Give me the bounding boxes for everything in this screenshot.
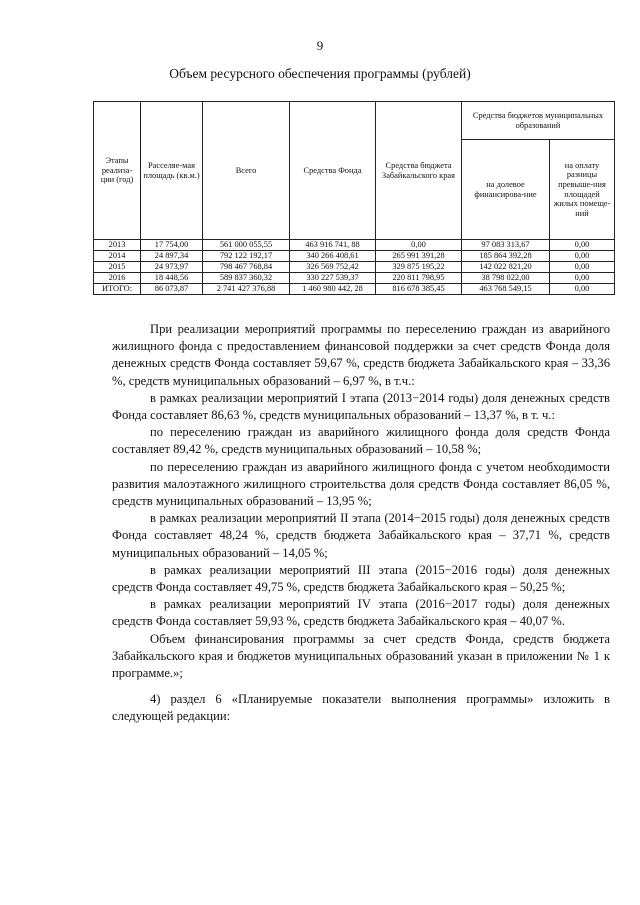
cell-total-label: ИТОГО: — [94, 284, 141, 295]
cell-area: 24 973,97 — [141, 262, 203, 273]
cell-fund: 340 266 408,61 — [290, 251, 376, 262]
cell-share: 463 768 549,15 — [462, 284, 550, 295]
paragraph: 4) раздел 6 «Планируемые показатели выполнения программы» изложить в следующей редакции: — [112, 692, 610, 724]
cell-area: 17 754,00 — [141, 240, 203, 251]
cell-year: 2013 — [94, 240, 141, 251]
table-row — [94, 273, 615, 284]
paragraph: При реализации мероприятий программы по переселению граждан из аварийного жилищного фонда с предоставлением финансовой поддержки за счет средств Фонда доля денежных средств Фонда составляет 59,67 %, средств бюджета Забайкальского края – 33,36 %, средств муниципальных образований – 6,97 %, в т.ч.: — [112, 322, 610, 388]
cell-total: 798 467 768,84 — [203, 262, 290, 273]
header-total: Всего — [203, 102, 290, 240]
cell-share: 38 798 022,00 — [462, 273, 550, 284]
cell-share: 142 022 821,20 — [462, 262, 550, 273]
cell-fund: 463 916 741, 88 — [290, 240, 376, 251]
cell-region: 265 991 391,28 — [376, 251, 462, 262]
cell-fund: 326 569 752,42 — [290, 262, 376, 273]
table-row — [94, 240, 615, 251]
cell-total: 589 837 360,32 — [203, 273, 290, 284]
cell-area: 86 073,87 — [141, 284, 203, 295]
header-area: Расселяе-мая площадь (кв.м.) — [141, 102, 203, 240]
cell-area: 24 897,34 — [141, 251, 203, 262]
paragraph: в рамках реализации мероприятий I этапа (2013−2014 годы) доля денежных средств Фонда составляет 86,63 %, средств муниципальных образований – 13,37 %, в т. ч.: — [112, 390, 610, 423]
paragraph: по переселению граждан из аварийного жилищного фонда доля средств Фонда составляет 89,42 %, средств муниципальных образований – 10,58 %; — [112, 425, 610, 457]
header-region: Средства бюджета Забайкальского края — [376, 102, 462, 240]
cell-extra: 0,00 — [550, 284, 615, 295]
paragraph: в рамках реализации мероприятий II этапа (2014−2015 годы) доля денежных средств Фонда составляет 48,24 %, средств бюджета Забайкальского края – 37,71 %, средств муниципальных образований – 14,05 %; — [112, 511, 610, 560]
table-row — [94, 251, 615, 262]
cell-region: 816 678 385,45 — [376, 284, 462, 295]
cell-extra: 0,00 — [550, 273, 615, 284]
cell-region: 329 875 195,22 — [376, 262, 462, 273]
cell-extra: 0,00 — [550, 251, 615, 262]
paragraph: Объем финансирования программы за счет средств Фонда, средств бюджета Забайкальского края и бюджетов муниципальных образований указан в приложении № 1 к программе.»; — [112, 631, 610, 681]
cell-region: 220 811 798,95 — [376, 273, 462, 284]
cell-fund: 330 227 539,37 — [290, 273, 376, 284]
header-municipal-extra: на оплату разницы превыше-ния площадей жилых помеще-ний — [550, 140, 615, 240]
table-title: Объем ресурсного обеспечения программы (рублей) — [169, 66, 471, 81]
header-stage: Этапы реализа-ции (год) — [94, 102, 141, 240]
cell-year: 2015 — [94, 262, 141, 273]
cell-total: 2 741 427 376,88 — [203, 284, 290, 295]
cell-share: 97 083 313,67 — [462, 240, 550, 251]
cell-region: 0,00 — [376, 240, 462, 251]
header-municipal-share: на долевое финансирова-ние — [462, 140, 550, 240]
budget-table — [93, 101, 615, 295]
header-municipal-group: Средства бюджетов муниципальных образований — [462, 102, 615, 140]
page-number: 9 — [316, 38, 324, 53]
table-row — [94, 262, 615, 273]
cell-year: 2014 — [94, 251, 141, 262]
cell-extra: 0,00 — [550, 240, 615, 251]
cell-year: 2016 — [94, 273, 141, 284]
table-total-row — [94, 284, 615, 295]
cell-area: 18 448,56 — [141, 273, 203, 284]
cell-fund: 1 460 980 442, 28 — [290, 284, 376, 295]
paragraph: в рамках реализации мероприятий III этапа (2015−2016 годы) доля денежных средств Фонда составляет 49,75 %, средств бюджета Забайкальского края – 50,25 %; — [112, 562, 610, 595]
body-text — [112, 321, 610, 726]
header-fund: Средства Фонда — [290, 102, 376, 240]
paragraph: по переселению граждан из аварийного жилищного фонда с учетом необходимости развития малоэтажного жилищного строительства доля средств Фонда составляет 86,05 %, средств муниципальных образований – 13,95 %; — [112, 459, 610, 509]
cell-share: 185 864 392,28 — [462, 251, 550, 262]
cell-total: 561 000 055,55 — [203, 240, 290, 251]
paragraph: в рамках реализации мероприятий IV этапа (2016−2017 годы) доля денежных средств Фонда составляет 59,93 %, средств бюджета Забайкальского края – 40,07 %. — [112, 597, 610, 629]
cell-total: 792 122 192,17 — [203, 251, 290, 262]
cell-extra: 0,00 — [550, 262, 615, 273]
